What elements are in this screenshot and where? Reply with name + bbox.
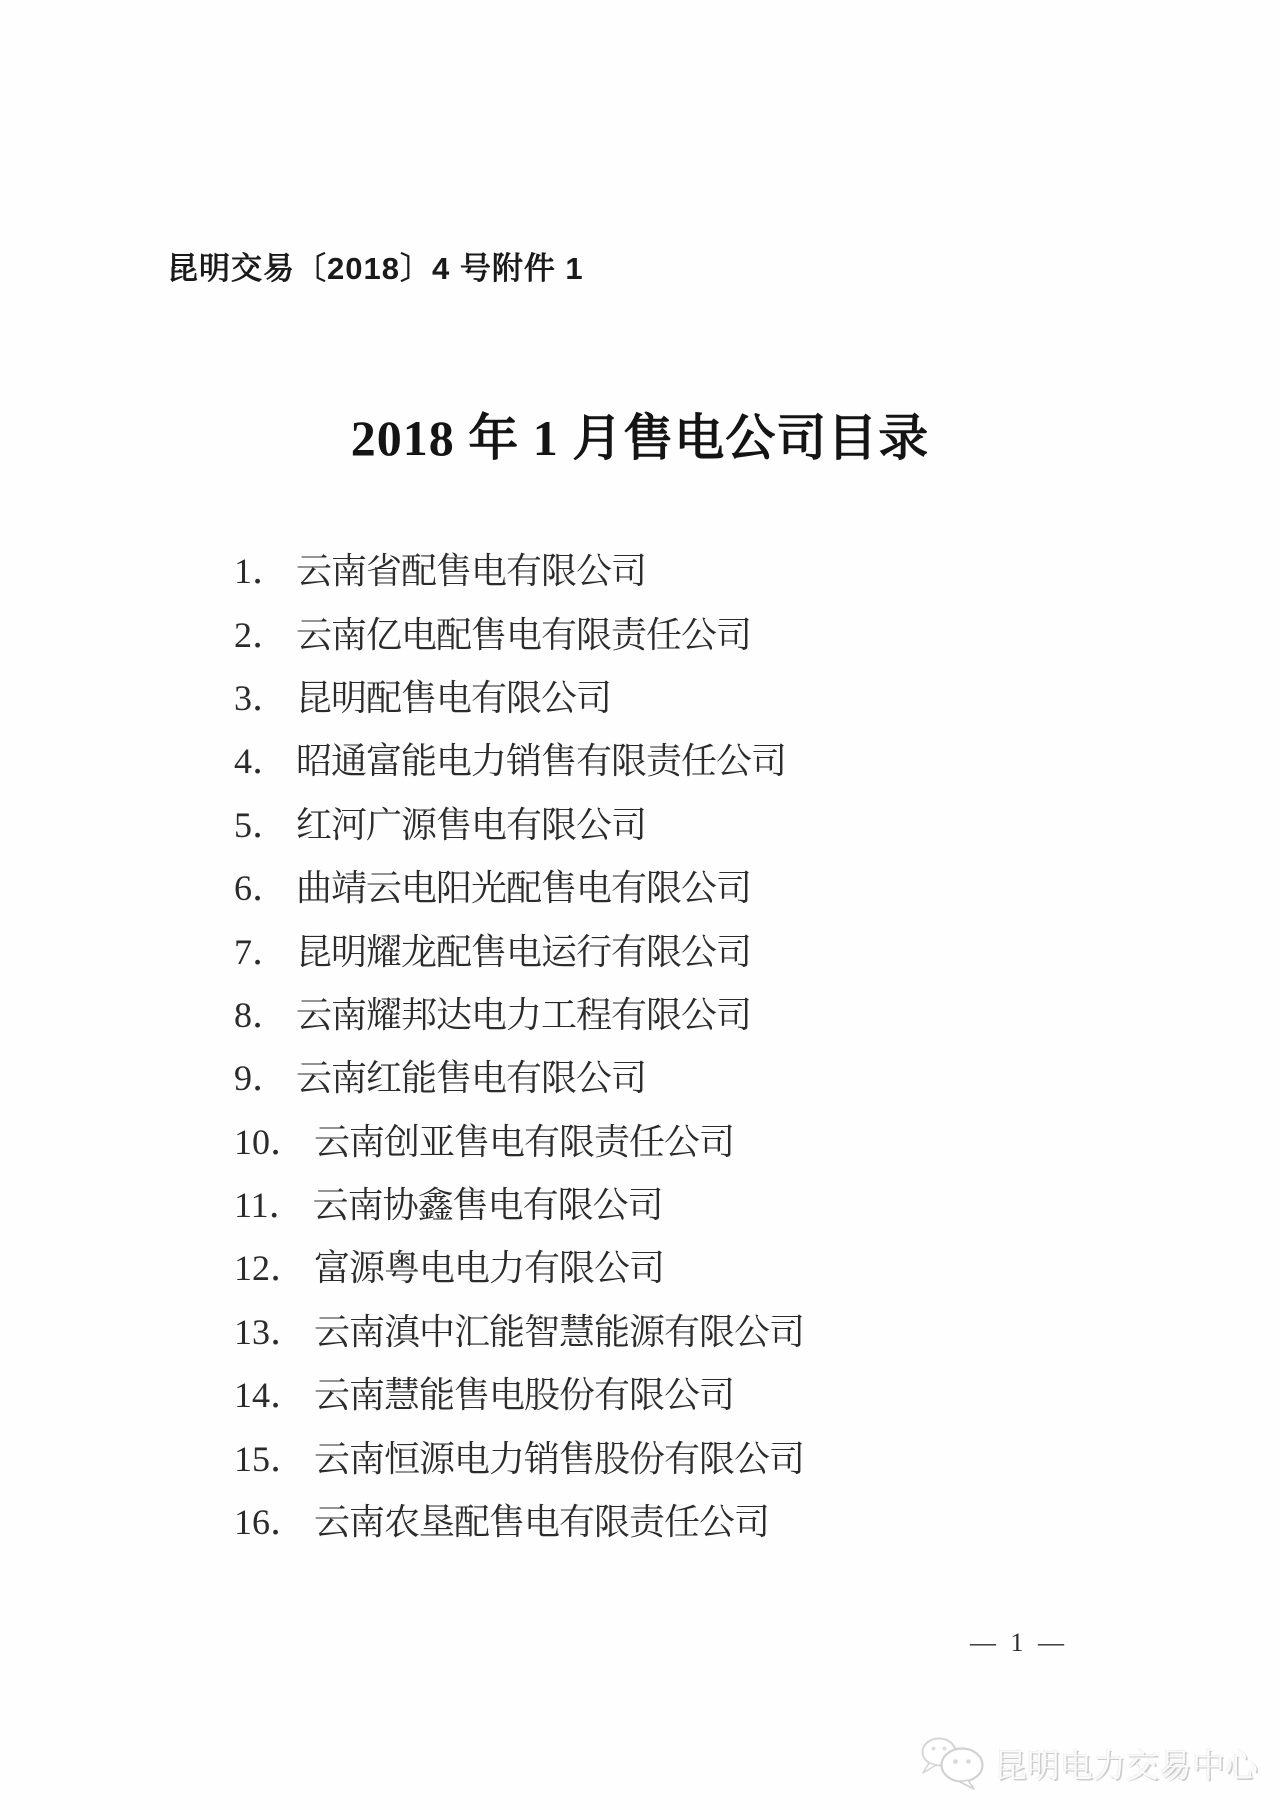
list-item <box>234 1361 804 1424</box>
item-number: 1． <box>234 551 289 592</box>
item-name: 云南创亚售电有限责任公司 <box>314 1121 735 1162</box>
item-name: 曲靖云电阳光配售电有限公司 <box>296 868 752 909</box>
list-item <box>234 664 804 727</box>
item-number: 2． <box>234 614 289 655</box>
list-item <box>234 981 804 1044</box>
item-name: 云南红能售电有限公司 <box>296 1058 647 1099</box>
item-number: 10． <box>234 1121 307 1162</box>
list-item <box>234 1171 804 1234</box>
list-item <box>234 791 804 854</box>
list-item <box>234 1424 804 1487</box>
list-item <box>234 1488 804 1551</box>
item-number: 11． <box>234 1185 305 1226</box>
wechat-icon <box>918 1736 988 1790</box>
list-item <box>234 1044 804 1107</box>
item-number: 13． <box>234 1311 307 1352</box>
item-name: 云南耀邦达电力工程有限公司 <box>296 994 752 1035</box>
item-name: 红河广源售电有限公司 <box>296 804 647 845</box>
item-name: 云南亿电配售电有限责任公司 <box>296 614 752 655</box>
watermark-label: 昆明电力交易中心 <box>994 1746 1258 1784</box>
list-item <box>234 1298 804 1361</box>
item-number: 7． <box>234 931 289 972</box>
company-list <box>234 537 804 1551</box>
item-number: 15． <box>234 1438 307 1479</box>
list-item <box>234 600 804 663</box>
item-name: 富源粤电电力有限公司 <box>314 1248 665 1289</box>
item-name: 云南省配售电有限公司 <box>296 551 647 592</box>
item-name: 云南农垦配售电有限责任公司 <box>314 1502 770 1543</box>
item-number: 3． <box>234 677 289 718</box>
item-number: 4． <box>234 741 289 782</box>
page-number: — 1 — <box>970 1628 1068 1657</box>
item-name: 云南协鑫售电有限公司 <box>312 1185 663 1226</box>
list-item <box>234 854 804 917</box>
item-name: 云南慧能售电股份有限公司 <box>314 1375 735 1416</box>
item-number: 12． <box>234 1248 307 1289</box>
item-number: 9． <box>234 1058 289 1099</box>
item-name: 昭通富能电力销售有限责任公司 <box>296 741 787 782</box>
doc-reference: 昆明交易〔2018〕4 号附件 1 <box>167 251 584 286</box>
item-number: 8． <box>234 994 289 1035</box>
list-item <box>234 1108 804 1171</box>
item-number: 6． <box>234 868 289 909</box>
list-item <box>234 1234 804 1297</box>
item-name: 云南滇中汇能智慧能源有限公司 <box>314 1311 805 1352</box>
item-name: 昆明配售电有限公司 <box>296 677 612 718</box>
list-item <box>234 917 804 980</box>
item-name: 云南恒源电力销售股份有限公司 <box>314 1438 805 1479</box>
item-number: 5． <box>234 804 289 845</box>
item-number: 14． <box>234 1375 307 1416</box>
list-item <box>234 727 804 790</box>
page-title: 2018 年 1 月售电公司目录 <box>350 410 930 466</box>
item-number: 16． <box>234 1502 307 1543</box>
item-name: 昆明耀龙配售电运行有限公司 <box>296 931 752 972</box>
list-item <box>234 537 804 600</box>
wechat-watermark <box>918 1736 1258 1790</box>
